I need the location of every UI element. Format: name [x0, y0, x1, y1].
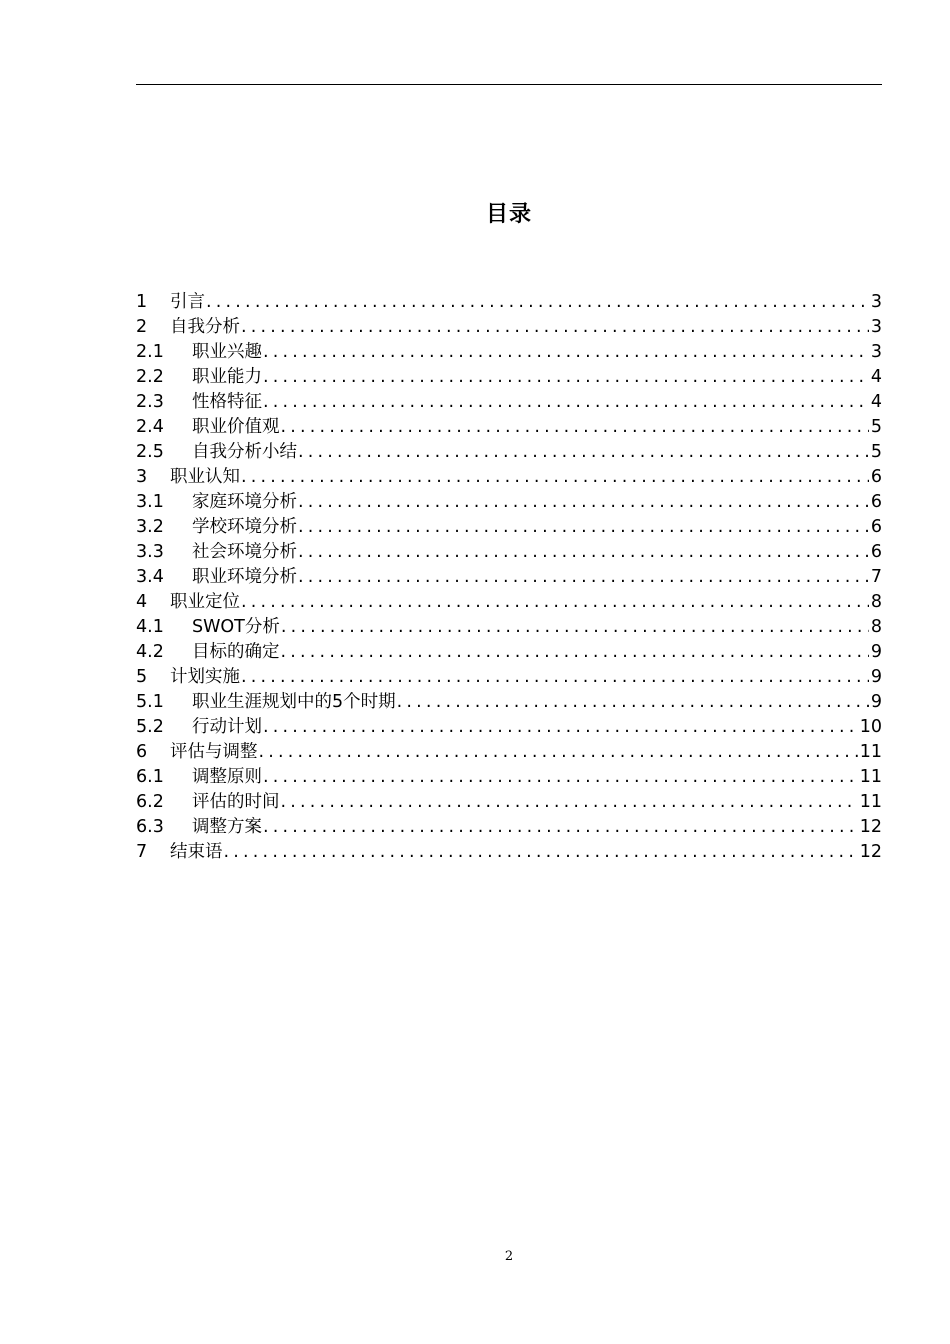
- toc-dot-leader: [241, 465, 869, 490]
- toc-entry-page: 9: [870, 642, 882, 662]
- toc-entry[interactable]: [136, 815, 882, 840]
- toc-entry-title: 目标的确定: [192, 642, 280, 662]
- toc-entry[interactable]: [136, 665, 882, 690]
- toc-entry[interactable]: [136, 515, 882, 540]
- toc-entry-page: 9: [870, 667, 882, 687]
- toc-entry-page: 3: [870, 342, 882, 362]
- toc-entry-number: 2.3: [136, 392, 164, 412]
- toc-entry-title: 评估的时间: [192, 792, 280, 812]
- toc-dot-leader: [298, 540, 869, 565]
- toc-dot-leader: [397, 690, 869, 715]
- toc-entry-page: 12: [859, 817, 882, 837]
- toc-entry-page: 3: [870, 317, 882, 337]
- toc-entry-number: 4.1: [136, 617, 164, 637]
- toc-entry-number: 4.2: [136, 642, 164, 662]
- toc-entry-page: 8: [870, 592, 882, 612]
- toc-entry-number: 5.2: [136, 717, 164, 737]
- toc-entry-title: 自我分析: [170, 317, 240, 337]
- toc-entry[interactable]: [136, 340, 882, 365]
- toc-dot-leader: [281, 790, 858, 815]
- toc-entry-page: 7: [870, 567, 882, 587]
- toc-entry-number: 2.4: [136, 417, 164, 437]
- toc-dot-leader: [241, 665, 869, 690]
- toc-dot-leader: [241, 590, 869, 615]
- toc-entry-title: 引言: [170, 292, 205, 312]
- toc-entry[interactable]: [136, 390, 882, 415]
- toc-entry-page: 3: [870, 292, 882, 312]
- toc-dot-leader: [263, 765, 858, 790]
- toc-dot-leader: [259, 740, 858, 765]
- toc-entry-page: 12: [859, 842, 882, 862]
- toc-entry-title: 职业兴趣: [192, 342, 262, 362]
- toc-entry[interactable]: [136, 790, 882, 815]
- toc-entry-page: 4: [870, 392, 882, 412]
- toc-entry-title: 性格特征: [192, 392, 262, 412]
- toc-entry[interactable]: [136, 315, 882, 340]
- toc-entry-number: 2.5: [136, 442, 164, 462]
- toc-entry[interactable]: [136, 540, 882, 565]
- toc-entry-title: 调整原则: [192, 767, 262, 787]
- toc-entry-title: 调整方案: [192, 817, 262, 837]
- toc-entry-page: 9: [870, 692, 882, 712]
- toc-entry-number: 3.4: [136, 567, 164, 587]
- toc-entry-title: 职业价值观: [192, 417, 280, 437]
- toc-dot-leader: [263, 365, 869, 390]
- toc-entry-title: 职业认知: [170, 467, 240, 487]
- toc-dot-leader: [298, 515, 869, 540]
- toc-entry[interactable]: [136, 365, 882, 390]
- toc-dot-leader: [263, 340, 869, 365]
- toc-entry[interactable]: [136, 440, 882, 465]
- toc-entry-page: 6: [870, 542, 882, 562]
- toc-dot-leader: [241, 315, 869, 340]
- toc-dot-leader: [281, 640, 869, 665]
- toc-dot-leader: [263, 715, 858, 740]
- toc-dot-leader: [206, 290, 869, 315]
- toc-dot-leader: [263, 390, 869, 415]
- toc-entry[interactable]: [136, 740, 882, 765]
- toc-entry-title: 评估与调整: [170, 742, 258, 762]
- toc-entry-title: 社会环境分析: [192, 542, 297, 562]
- toc-entry-page: 5: [870, 417, 882, 437]
- toc-entry-page: 6: [870, 467, 882, 487]
- toc-entry[interactable]: [136, 415, 882, 440]
- toc-dot-leader: [298, 490, 869, 515]
- toc-entry-number: 2: [136, 317, 148, 337]
- toc-entry[interactable]: [136, 590, 882, 615]
- toc-entry[interactable]: [136, 615, 882, 640]
- toc-entry[interactable]: [136, 565, 882, 590]
- toc-entry-title: 学校环境分析: [192, 517, 297, 537]
- toc-entry-number: 5.1: [136, 692, 164, 712]
- toc-entry-number: 6.2: [136, 792, 164, 812]
- toc-entry-title: 结束语: [170, 842, 223, 862]
- toc-entry-title: 行动计划: [192, 717, 262, 737]
- toc-entry-page: 6: [870, 517, 882, 537]
- toc-entry-page: 8: [870, 617, 882, 637]
- table-of-contents: [136, 290, 882, 865]
- toc-dot-leader: [281, 615, 869, 640]
- toc-entry-title: 职业环境分析: [192, 567, 297, 587]
- toc-entry-title: 计划实施: [170, 667, 240, 687]
- toc-entry-title: 自我分析小结: [192, 442, 297, 462]
- toc-entry-title: SWOT分析: [192, 617, 280, 637]
- toc-entry-page: 11: [859, 792, 882, 812]
- toc-dot-leader: [224, 840, 858, 865]
- toc-entry-number: 3: [136, 467, 148, 487]
- page-title: 目录: [485, 202, 532, 227]
- toc-entry-page: 6: [870, 492, 882, 512]
- toc-entry-number: 4: [136, 592, 148, 612]
- toc-entry-number: 2.1: [136, 342, 164, 362]
- toc-entry-title: 职业生涯规划中的5个时期: [192, 692, 396, 712]
- toc-dot-leader: [263, 815, 858, 840]
- toc-entry-number: 2.2: [136, 367, 164, 387]
- toc-entry[interactable]: [136, 640, 882, 665]
- toc-entry-page: 4: [870, 367, 882, 387]
- toc-entry-number: 5: [136, 667, 148, 687]
- toc-dot-leader: [298, 440, 869, 465]
- toc-entry[interactable]: [136, 490, 882, 515]
- toc-entry[interactable]: [136, 290, 882, 315]
- toc-entry[interactable]: [136, 690, 882, 715]
- toc-entry-page: 10: [859, 717, 882, 737]
- toc-entry-number: 6.1: [136, 767, 164, 787]
- toc-dot-leader: [298, 565, 869, 590]
- toc-dot-leader: [281, 415, 869, 440]
- toc-entry[interactable]: [136, 715, 882, 740]
- toc-entry-number: 3.3: [136, 542, 164, 562]
- toc-entry[interactable]: [136, 765, 882, 790]
- header-rule: [136, 84, 882, 85]
- toc-entry[interactable]: [136, 840, 882, 865]
- toc-entry-page: 11: [859, 742, 882, 762]
- toc-entry-page: 11: [859, 767, 882, 787]
- toc-entry-title: 职业能力: [192, 367, 262, 387]
- toc-entry-title: 家庭环境分析: [192, 492, 297, 512]
- toc-entry-page: 5: [870, 442, 882, 462]
- toc-entry-number: 3.2: [136, 517, 164, 537]
- toc-entry-number: 3.1: [136, 492, 164, 512]
- toc-entry-number: 7: [136, 842, 148, 862]
- toc-entry-number: 6: [136, 742, 148, 762]
- toc-entry-title: 职业定位: [170, 592, 240, 612]
- toc-entry-number: 6.3: [136, 817, 164, 837]
- toc-entry[interactable]: [136, 465, 882, 490]
- toc-entry-number: 1: [136, 292, 148, 312]
- page-number: 2: [504, 1249, 514, 1264]
